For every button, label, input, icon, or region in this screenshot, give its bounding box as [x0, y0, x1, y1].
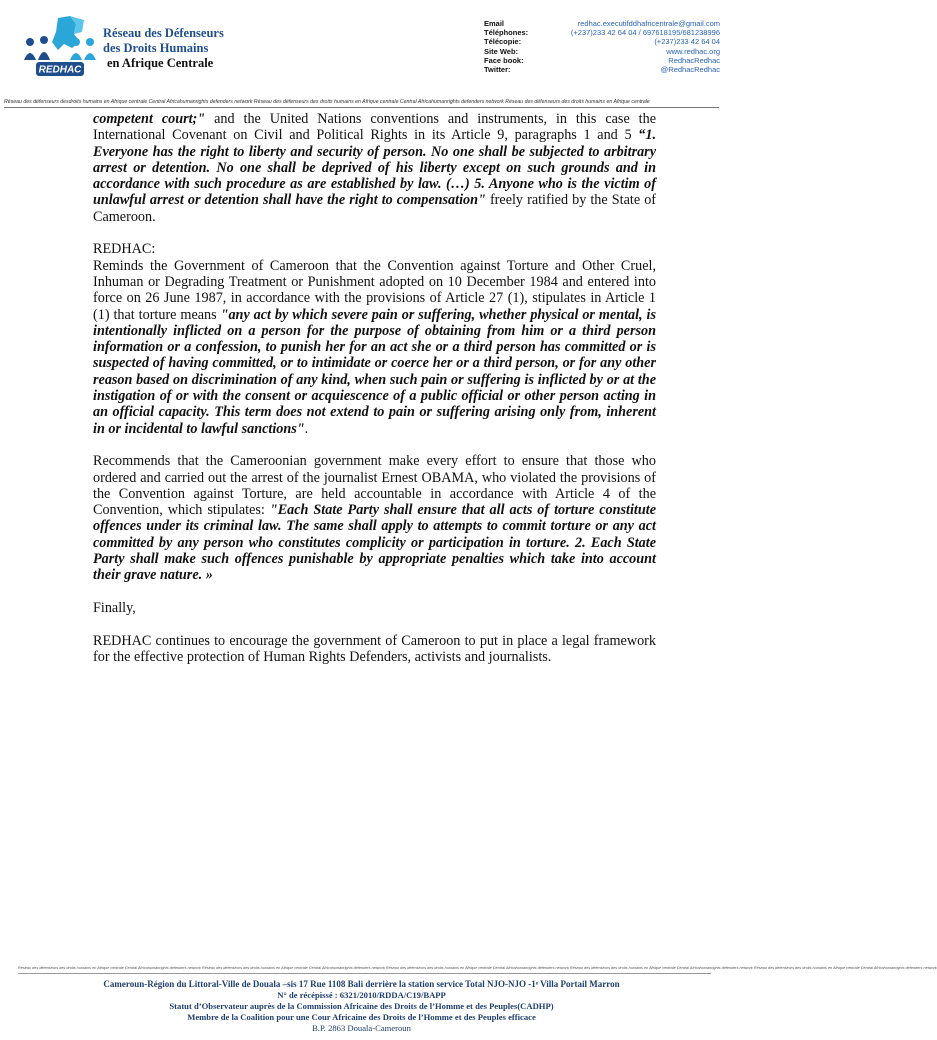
org-name-line1: Réseau des Défenseurs	[103, 26, 224, 40]
text-emphasis: competent court;"	[93, 111, 206, 127]
text-emphasis: "Each State Party shall ensure that all acts of torture constitute offences under its criminal law. The same shall apply to attempts to commit torture or any act committed by any person who constitutes complicity or participation in torture. 2. Each State Party shall make such offences punishable by appropriate penalties which take into account their grave nature. »	[93, 502, 656, 584]
org-name-line3: en Afrique Centrale	[107, 56, 214, 70]
organization-name	[103, 26, 224, 71]
contact-website	[484, 47, 720, 56]
contact-facebook	[484, 56, 720, 65]
contact-value[interactable]: RedhacRedhac	[668, 55, 720, 65]
contact-email	[484, 19, 720, 28]
contact-phones	[484, 28, 720, 37]
paragraph-conclusion: REDHAC continues to encourage the government of Cameroon to put in place a legal framework for the effective protection of Human Rights Defenders, activists and journalists.	[93, 632, 656, 665]
text-emphasis: "any act by which severe pain or suffering, whether physical or mental, is intentionally inflicted on a person for the purpose of obtaining from him or a third person information or a confession, to punish her for an act she or a third person has committed or is suspected of having committed, or to intimidate or coerce her or a third person, or for any other reason based on discrimination of any kind, when such pain or suffering is inflicted by or at the instigation of or with the consent or acquiescence of a public official or other person acting in an official capacity. This term does not extend to pain or suffering arising only from, inherent in or incidental to lawful sanctions"	[93, 306, 656, 437]
org-name-line2: des Droits Humains	[103, 41, 209, 55]
paragraph-heading-redhac: REDHAC:	[93, 241, 156, 258]
contact-twitter	[484, 65, 720, 74]
footer-observer-status: Statut d’Observateur auprès de la Commission Africaine des Droits de l’Homme et des Peuples(CADHP)	[169, 1001, 554, 1011]
redhac-logo	[18, 12, 102, 82]
header-divider	[4, 107, 719, 108]
contact-value: (+237)233 42 64 04 / 697618195/681238996	[570, 28, 720, 38]
paragraph-torture-convention	[93, 258, 656, 437]
contact-label: Twitter:	[484, 65, 511, 75]
paragraph-covenant	[93, 111, 656, 225]
footer-coalition-membership: Membre de la Coalition pour une Cour Africaine des Droits de l’Homme et des Peuples efficace	[187, 1012, 536, 1022]
header-tagline-strip: Réseau des défenseurs desdroits humains en Afrique centrale Central Africahumanrights defenders network Réseau des défenseurs des droits humains en Afrique centrale Central Africahumanrights defenders network Réseau des défenseurs des droits humains en Afrique centrale	[4, 99, 650, 105]
text-run: Recommends that the Cameroonian government make every effort to ensure that those who ordered and carried out the arrest of the journalist Ernest OBAMA, who violated the provisions of the Convention against Torture, are held accountable in accordance with Article 4 of the Convention, which stipulates:	[93, 453, 656, 519]
text-emphasis: “1. Everyone has the right to liberty and security of person. No one shall be subjected to arbitrary arrest or detention. No one shall be deprived of his liberty except on such grounds and in accordance with such procedure as are established by law. (…) 5. Anyone who is the victim of unlawful arrest or detention shall have the right to compensation"	[93, 127, 656, 209]
footer-tagline-strip: Réseau des défenseurs des droits humains en Afrique centrale Central Africahumanrights defenders network Réseau des défenseurs des droits humains en Afrique centrale Central Africahumanrights defenders network Réseau des défenseurs des droits humains en Afrique centrale Central Africahumanrights defenders network Réseau des défenseurs des droits humains en Afrique centrale Central Africahumanrights defenders network Réseau des défenseurs des droits humains en Afrique centrale Central Africahumanrights defenders network	[18, 966, 937, 970]
contact-label: Site Web:	[484, 46, 519, 56]
logo-text: REDHAC	[38, 64, 82, 76]
footer-address-block	[0, 979, 723, 1034]
footer-divider	[18, 973, 711, 974]
paragraph-finally: Finally,	[93, 599, 136, 616]
contact-value[interactable]: www.redhac.org	[666, 46, 720, 56]
contact-block	[484, 19, 720, 74]
contact-value: (+237)233 42 64 04	[654, 37, 720, 47]
contact-label: Email	[484, 19, 505, 28]
contact-value[interactable]: @RedhacRedhac	[660, 65, 720, 75]
text-run: Reminds the Government of Cameroon that the Convention against Torture and Other Cruel, Inhuman or Degrading Treatment or Punishment adopted on 10 December 1984 and entered into force on 26 June 1987, in accordance with the provisions of Article 27 (1), stipulates in Article 1 (1) that torture means	[93, 257, 656, 323]
document-body	[93, 111, 656, 681]
footer-po-box: B.P. 2863 Douala-Cameroun	[312, 1023, 411, 1033]
footer-address: Cameroun-Région du Littoral-Ville de Douala –sis 17 Rue 1108 Bali derrière la station service Total NJO-NJO -1ᵉ Villa Portail Marron	[103, 979, 620, 989]
contact-label: Télécopie:	[484, 37, 522, 47]
paragraph-recommendation	[93, 453, 656, 583]
text-run: .	[304, 420, 309, 437]
text-run: freely ratified by the State of Cameroon.	[93, 192, 657, 225]
text-run: and the United Nations conventions and instruments, in this case the International Covenant on Civil and Political Rights in its Article 9, paragraphs 1 and 5	[93, 111, 656, 144]
contact-label: Face book:	[484, 55, 524, 65]
contact-fax	[484, 37, 720, 46]
footer-receipt-number: N° de récépissé : 6321/2010/RDDA/C19/BAPP	[277, 990, 446, 1000]
contact-label: Téléphones:	[484, 28, 529, 38]
contact-value[interactable]: redhac.executifddhafricentrale@gmail.com	[577, 19, 720, 28]
